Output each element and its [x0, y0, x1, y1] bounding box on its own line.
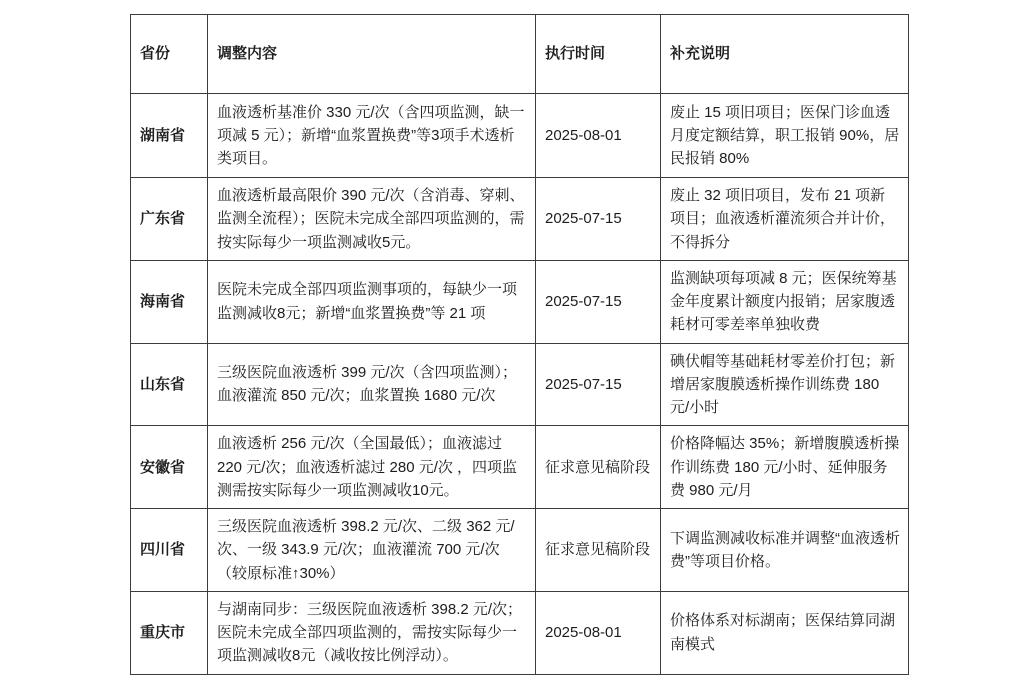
time-cell: 征求意见稿阶段: [536, 509, 661, 592]
notes-cell: 监测缺项每项减 8 元；医保统筹基金年度累计额度内报销；居家腹透耗材可零差率单独收费: [661, 260, 909, 343]
province-cell: 四川省: [131, 509, 208, 592]
table-row: [131, 591, 909, 674]
content-cell: 三级医院血液透析 398.2 元/次、二级 362 元/次、一级 343.9 元/次；血液灌流 700 元/次（较原标准↑30%）: [208, 509, 536, 592]
time-cell: 2025-08-01: [536, 94, 661, 178]
time-cell: 2025-08-01: [536, 591, 661, 674]
table-row: [131, 426, 909, 509]
table-row: [131, 343, 909, 426]
policy-table-container: [130, 14, 909, 675]
province-cell: 广东省: [131, 178, 208, 261]
province-cell: 安徽省: [131, 426, 208, 509]
header-row: [131, 15, 909, 94]
notes-cell: 废止 15 项旧项目；医保门诊血透月度定额结算，职工报销 90%，居民报销 80%: [661, 94, 909, 178]
table-row: [131, 260, 909, 343]
table-row: [131, 509, 909, 592]
time-cell: 征求意见稿阶段: [536, 426, 661, 509]
notes-cell: 下调监测减收标准并调整“血液透析费”等项目价格。: [661, 509, 909, 592]
notes-cell: 价格降幅达 35%；新增腹膜透析操作训练费 180 元/小时、延伸服务费 980 元/月: [661, 426, 909, 509]
table-row: [131, 178, 909, 261]
dialysis-price-policy-table: [130, 14, 909, 675]
time-cell: 2025-07-15: [536, 343, 661, 426]
time-cell: 2025-07-15: [536, 178, 661, 261]
content-cell: 血液透析基准价 330 元/次（含四项监测，缺一项减 5 元）；新增“血浆置换费”等3项手术透析类项目。: [208, 94, 536, 178]
notes-cell: 废止 32 项旧项目，发布 21 项新项目；血液透析灌流须合并计价，不得拆分: [661, 178, 909, 261]
notes-cell: 碘伏帽等基础耗材零差价打包；新增居家腹膜透析操作训练费 180 元/小时: [661, 343, 909, 426]
table-header: [131, 15, 909, 94]
column-header-province: 省份: [131, 15, 208, 94]
content-cell: 血液透析 256 元/次（全国最低）；血液滤过 220 元/次；血液透析滤过 280 元/次 ，四项监测需按实际每少一项监测减收10元。: [208, 426, 536, 509]
column-header-content: 调整内容: [208, 15, 536, 94]
province-cell: 山东省: [131, 343, 208, 426]
column-header-notes: 补充说明: [661, 15, 909, 94]
province-cell: 重庆市: [131, 591, 208, 674]
table-row: [131, 94, 909, 178]
column-header-time: 执行时间: [536, 15, 661, 94]
notes-cell: 价格体系对标湖南；医保结算同湖南模式: [661, 591, 909, 674]
content-cell: 血液透析最高限价 390 元/次（含消毒、穿刺、监测全流程）；医院未完成全部四项监测的，需按实际每少一项监测减收5元。: [208, 178, 536, 261]
content-cell: 与湖南同步：三级医院血液透析 398.2 元/次；医院未完成全部四项监测的，需按实际每少一项监测减收8元（减收按比例浮动）。: [208, 591, 536, 674]
content-cell: 三级医院血液透析 399 元/次（含四项监测）；血液灌流 850 元/次；血浆置换 1680 元/次: [208, 343, 536, 426]
table-body: [131, 94, 909, 675]
province-cell: 湖南省: [131, 94, 208, 178]
province-cell: 海南省: [131, 260, 208, 343]
content-cell: 医院未完成全部四项监测事项的，每缺少一项监测减收8元；新增“血浆置换费”等 21 项: [208, 260, 536, 343]
time-cell: 2025-07-15: [536, 260, 661, 343]
